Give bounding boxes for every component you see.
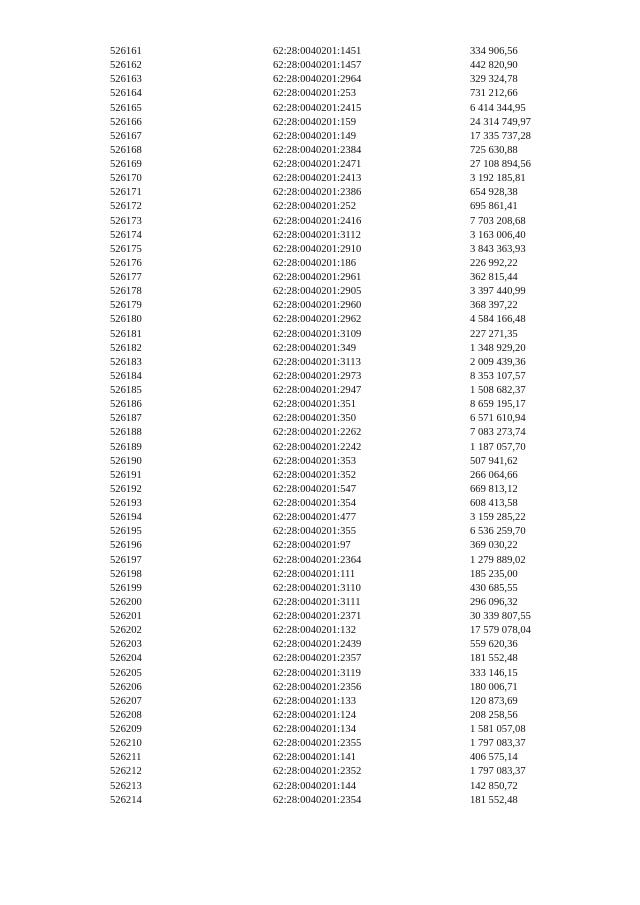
cadastral-value: 227 271,35 [470, 328, 518, 340]
cadastral-number: 62:28:0040201:2973 [273, 370, 362, 382]
cadastral-value: 3 159 285,22 [470, 512, 526, 524]
row-number: 526186 [110, 399, 142, 411]
cadastral-number: 62:28:0040201:132 [273, 625, 356, 637]
row-number: 526193 [110, 498, 142, 509]
table-row [110, 723, 580, 737]
row-number: 526163 [110, 74, 142, 86]
cadastral-number: 62:28:0040201:2964 [273, 74, 362, 86]
cadastral-value: 695 861,41 [470, 201, 518, 213]
row-number: 526174 [110, 229, 142, 241]
row-number: 526182 [110, 342, 142, 354]
row-number: 526210 [110, 738, 142, 750]
cadastral-number: 62:28:0040201:2416 [273, 215, 362, 227]
row-number: 526172 [110, 201, 142, 213]
cadastral-number: 62:28:0040201:2242 [273, 441, 362, 453]
cadastral-number: 62:28:0040201:2960 [273, 300, 362, 312]
cadastral-value: 1 187 057,70 [470, 441, 526, 453]
row-number: 526175 [110, 243, 142, 255]
row-number: 526214 [110, 794, 142, 806]
cadastral-number: 62:28:0040201:354 [273, 498, 356, 509]
table-row [110, 130, 580, 144]
cadastral-number: 62:28:0040201:159 [273, 116, 356, 128]
row-number: 526190 [110, 455, 142, 467]
table-row [110, 384, 580, 398]
cadastral-number: 62:28:0040201:477 [273, 512, 356, 524]
table-row [110, 610, 580, 624]
table-row [110, 285, 580, 299]
table-row [110, 45, 580, 59]
cadastral-value: 1 581 057,08 [470, 724, 526, 735]
cadastral-value: 731 212,66 [470, 88, 518, 100]
cadastral-value: 30 339 807,55 [470, 611, 531, 622]
row-number: 526171 [110, 187, 142, 199]
row-number: 526162 [110, 60, 142, 72]
cadastral-number: 62:28:0040201:141 [273, 752, 356, 764]
cadastral-number: 62:28:0040201:2352 [273, 766, 362, 778]
table-row [110, 751, 580, 765]
table-row [110, 765, 580, 779]
cadastral-value: 8 659 195,17 [470, 399, 526, 411]
cadastral-value: 329 324,78 [470, 74, 518, 86]
cadastral-value-table [110, 45, 580, 808]
cadastral-number: 62:28:0040201:2354 [273, 794, 362, 806]
row-number: 526184 [110, 370, 142, 382]
cadastral-number: 62:28:0040201:3113 [273, 356, 361, 368]
table-row [110, 313, 580, 327]
table-row [110, 554, 580, 568]
row-number: 526166 [110, 116, 142, 128]
table-row [110, 102, 580, 116]
row-number: 526212 [110, 766, 142, 778]
table-row [110, 441, 580, 455]
cadastral-number: 62:28:0040201:144 [273, 780, 356, 792]
row-number: 526199 [110, 582, 142, 594]
table-row [110, 568, 580, 582]
row-number: 526170 [110, 173, 142, 185]
row-number: 526191 [110, 469, 142, 481]
table-row [110, 200, 580, 214]
row-number: 526164 [110, 88, 142, 100]
cadastral-value: 181 552,48 [470, 794, 518, 806]
row-number: 526177 [110, 272, 142, 283]
cadastral-number: 62:28:0040201:352 [273, 469, 356, 481]
cadastral-value: 559 620,36 [470, 639, 518, 651]
table-row [110, 342, 580, 356]
cadastral-value: 3 192 185,81 [470, 173, 526, 185]
cadastral-number: 62:28:0040201:2910 [273, 243, 362, 255]
cadastral-value: 1 797 083,37 [470, 766, 526, 778]
row-number: 526173 [110, 215, 142, 227]
cadastral-value: 406 575,14 [470, 752, 518, 764]
cadastral-number: 62:28:0040201:3111 [273, 596, 361, 608]
cadastral-value: 181 552,48 [470, 653, 518, 665]
table-row [110, 59, 580, 73]
cadastral-value: 507 941,62 [470, 455, 518, 467]
cadastral-value: 6 536 259,70 [470, 526, 526, 538]
cadastral-number: 62:28:0040201:149 [273, 130, 356, 142]
row-number: 526189 [110, 441, 142, 453]
cadastral-number: 62:28:0040201:2262 [273, 427, 362, 439]
cadastral-number: 62:28:0040201:3112 [273, 229, 361, 241]
table-row [110, 412, 580, 426]
cadastral-value: 430 685,55 [470, 582, 518, 594]
table-row [110, 455, 580, 469]
table-row [110, 370, 580, 384]
cadastral-number: 62:28:0040201:2371 [273, 611, 362, 622]
cadastral-number: 62:28:0040201:2355 [273, 738, 362, 750]
table-row [110, 299, 580, 313]
row-number: 526196 [110, 540, 142, 552]
row-number: 526183 [110, 356, 142, 368]
cadastral-value: 3 163 006,40 [470, 229, 526, 241]
cadastral-number: 62:28:0040201:2415 [273, 102, 362, 114]
cadastral-number: 62:28:0040201:1457 [273, 60, 362, 72]
table-row [110, 709, 580, 723]
cadastral-value: 3 843 363,93 [470, 243, 526, 255]
cadastral-number: 62:28:0040201:2357 [273, 653, 362, 665]
row-number: 526181 [110, 328, 142, 340]
cadastral-value: 8 353 107,57 [470, 370, 526, 382]
cadastral-number: 62:28:0040201:3119 [273, 667, 361, 679]
row-number: 526192 [110, 483, 142, 495]
table-row [110, 539, 580, 553]
cadastral-value: 669 813,12 [470, 483, 518, 495]
table-row [110, 737, 580, 751]
cadastral-value: 333 146,15 [470, 667, 518, 679]
table-row [110, 582, 580, 596]
row-number: 526194 [110, 512, 142, 524]
table-row [110, 229, 580, 243]
cadastral-number: 62:28:0040201:355 [273, 526, 356, 538]
cadastral-number: 62:28:0040201:2439 [273, 639, 362, 651]
cadastral-value: 4 584 166,48 [470, 314, 526, 326]
table-row [110, 794, 580, 808]
cadastral-number: 62:28:0040201:186 [273, 257, 356, 269]
row-number: 526168 [110, 144, 142, 156]
table-row [110, 497, 580, 511]
cadastral-number: 62:28:0040201:2471 [273, 159, 362, 170]
cadastral-value: 1 348 929,20 [470, 342, 526, 354]
cadastral-value: 3 397 440,99 [470, 286, 526, 298]
cadastral-value: 6 414 344,95 [470, 102, 526, 114]
cadastral-value: 27 108 894,56 [470, 159, 531, 170]
row-number: 526180 [110, 314, 142, 326]
row-number: 526178 [110, 286, 142, 298]
table-row [110, 257, 580, 271]
cadastral-value: 1 797 083,37 [470, 738, 526, 750]
cadastral-value: 6 571 610,94 [470, 413, 526, 425]
cadastral-number: 62:28:0040201:2961 [273, 272, 362, 283]
cadastral-value: 24 314 749,97 [470, 116, 531, 128]
table-row [110, 624, 580, 638]
cadastral-number: 62:28:0040201:111 [273, 568, 356, 580]
cadastral-value: 142 850,72 [470, 780, 518, 792]
table-row [110, 356, 580, 370]
cadastral-value: 334 906,56 [470, 46, 518, 57]
cadastral-number: 62:28:0040201:2413 [273, 173, 362, 185]
table-row [110, 116, 580, 130]
row-number: 526188 [110, 427, 142, 439]
table-row [110, 426, 580, 440]
cadastral-number: 62:28:0040201:2947 [273, 385, 362, 396]
table-row [110, 652, 580, 666]
row-number: 526176 [110, 257, 142, 269]
table-row [110, 172, 580, 186]
cadastral-number: 62:28:0040201:2386 [273, 187, 362, 199]
table-row [110, 158, 580, 172]
cadastral-value: 17 335 737,28 [470, 130, 531, 142]
row-number: 526208 [110, 709, 142, 721]
cadastral-value: 362 815,44 [470, 272, 518, 283]
cadastral-value: 17 579 078,04 [470, 625, 531, 637]
row-number: 526161 [110, 46, 142, 57]
cadastral-value: 7 703 208,68 [470, 215, 526, 227]
row-number: 526200 [110, 596, 142, 608]
row-number: 526201 [110, 611, 142, 622]
cadastral-number: 62:28:0040201:2384 [273, 144, 362, 156]
row-number: 526165 [110, 102, 142, 114]
cadastral-number: 62:28:0040201:133 [273, 695, 356, 707]
table-row [110, 511, 580, 525]
cadastral-number: 62:28:0040201:349 [273, 342, 356, 354]
row-number: 526207 [110, 695, 142, 707]
table-row [110, 638, 580, 652]
row-number: 526202 [110, 625, 142, 637]
cadastral-value: 185 235,00 [470, 568, 518, 580]
table-row [110, 243, 580, 257]
cadastral-value: 368 397,22 [470, 300, 518, 312]
row-number: 526209 [110, 724, 142, 735]
cadastral-number: 62:28:0040201:2905 [273, 286, 362, 298]
table-row [110, 667, 580, 681]
cadastral-number: 62:28:0040201:253 [273, 88, 356, 100]
cadastral-value: 266 064,66 [470, 469, 518, 481]
table-row [110, 780, 580, 794]
row-number: 526179 [110, 300, 142, 312]
table-row [110, 144, 580, 158]
cadastral-value: 2 009 439,36 [470, 356, 526, 368]
cadastral-value: 180 006,71 [470, 681, 518, 693]
row-number: 526167 [110, 130, 142, 142]
row-number: 526169 [110, 159, 142, 170]
cadastral-value: 654 928,38 [470, 187, 518, 199]
cadastral-value: 296 096,32 [470, 596, 518, 608]
cadastral-value: 369 030,22 [470, 540, 518, 552]
row-number: 526213 [110, 780, 142, 792]
cadastral-number: 62:28:0040201:1451 [273, 46, 362, 57]
cadastral-number: 62:28:0040201:97 [273, 540, 351, 552]
row-number: 526195 [110, 526, 142, 538]
table-row [110, 695, 580, 709]
row-number: 526185 [110, 385, 142, 396]
cadastral-number: 62:28:0040201:350 [273, 413, 356, 425]
row-number: 526197 [110, 554, 142, 566]
table-row [110, 87, 580, 101]
table-row [110, 186, 580, 200]
table-row [110, 328, 580, 342]
table-row [110, 483, 580, 497]
row-number: 526205 [110, 667, 142, 679]
cadastral-value: 120 873,69 [470, 695, 518, 707]
row-number: 526211 [110, 752, 142, 764]
cadastral-value: 725 630,88 [470, 144, 518, 156]
cadastral-number: 62:28:0040201:3110 [273, 582, 361, 594]
table-row [110, 215, 580, 229]
cadastral-value: 7 083 273,74 [470, 427, 526, 439]
table-body [110, 45, 580, 808]
cadastral-value: 1 279 889,02 [470, 554, 526, 566]
cadastral-number: 62:28:0040201:547 [273, 483, 356, 495]
table-row [110, 525, 580, 539]
cadastral-value: 226 992,22 [470, 257, 518, 269]
row-number: 526198 [110, 568, 142, 580]
cadastral-number: 62:28:0040201:3109 [273, 328, 362, 340]
row-number: 526187 [110, 413, 142, 425]
row-number: 526204 [110, 653, 142, 665]
cadastral-number: 62:28:0040201:353 [273, 455, 356, 467]
table-row [110, 469, 580, 483]
cadastral-number: 62:28:0040201:252 [273, 201, 356, 213]
row-number: 526206 [110, 681, 142, 693]
row-number: 526203 [110, 639, 142, 651]
cadastral-number: 62:28:0040201:2364 [273, 554, 362, 566]
table-row [110, 596, 580, 610]
table-row [110, 681, 580, 695]
cadastral-number: 62:28:0040201:124 [273, 709, 356, 721]
cadastral-number: 62:28:0040201:2356 [273, 681, 362, 693]
cadastral-value: 442 820,90 [470, 60, 518, 72]
table-row [110, 73, 580, 87]
cadastral-value: 608 413,58 [470, 498, 518, 509]
cadastral-number: 62:28:0040201:134 [273, 724, 356, 735]
table-row [110, 271, 580, 285]
cadastral-number: 62:28:0040201:2962 [273, 314, 362, 326]
cadastral-value: 1 508 682,37 [470, 385, 526, 396]
table-row [110, 398, 580, 412]
cadastral-number: 62:28:0040201:351 [273, 399, 356, 411]
cadastral-value: 208 258,56 [470, 709, 518, 721]
